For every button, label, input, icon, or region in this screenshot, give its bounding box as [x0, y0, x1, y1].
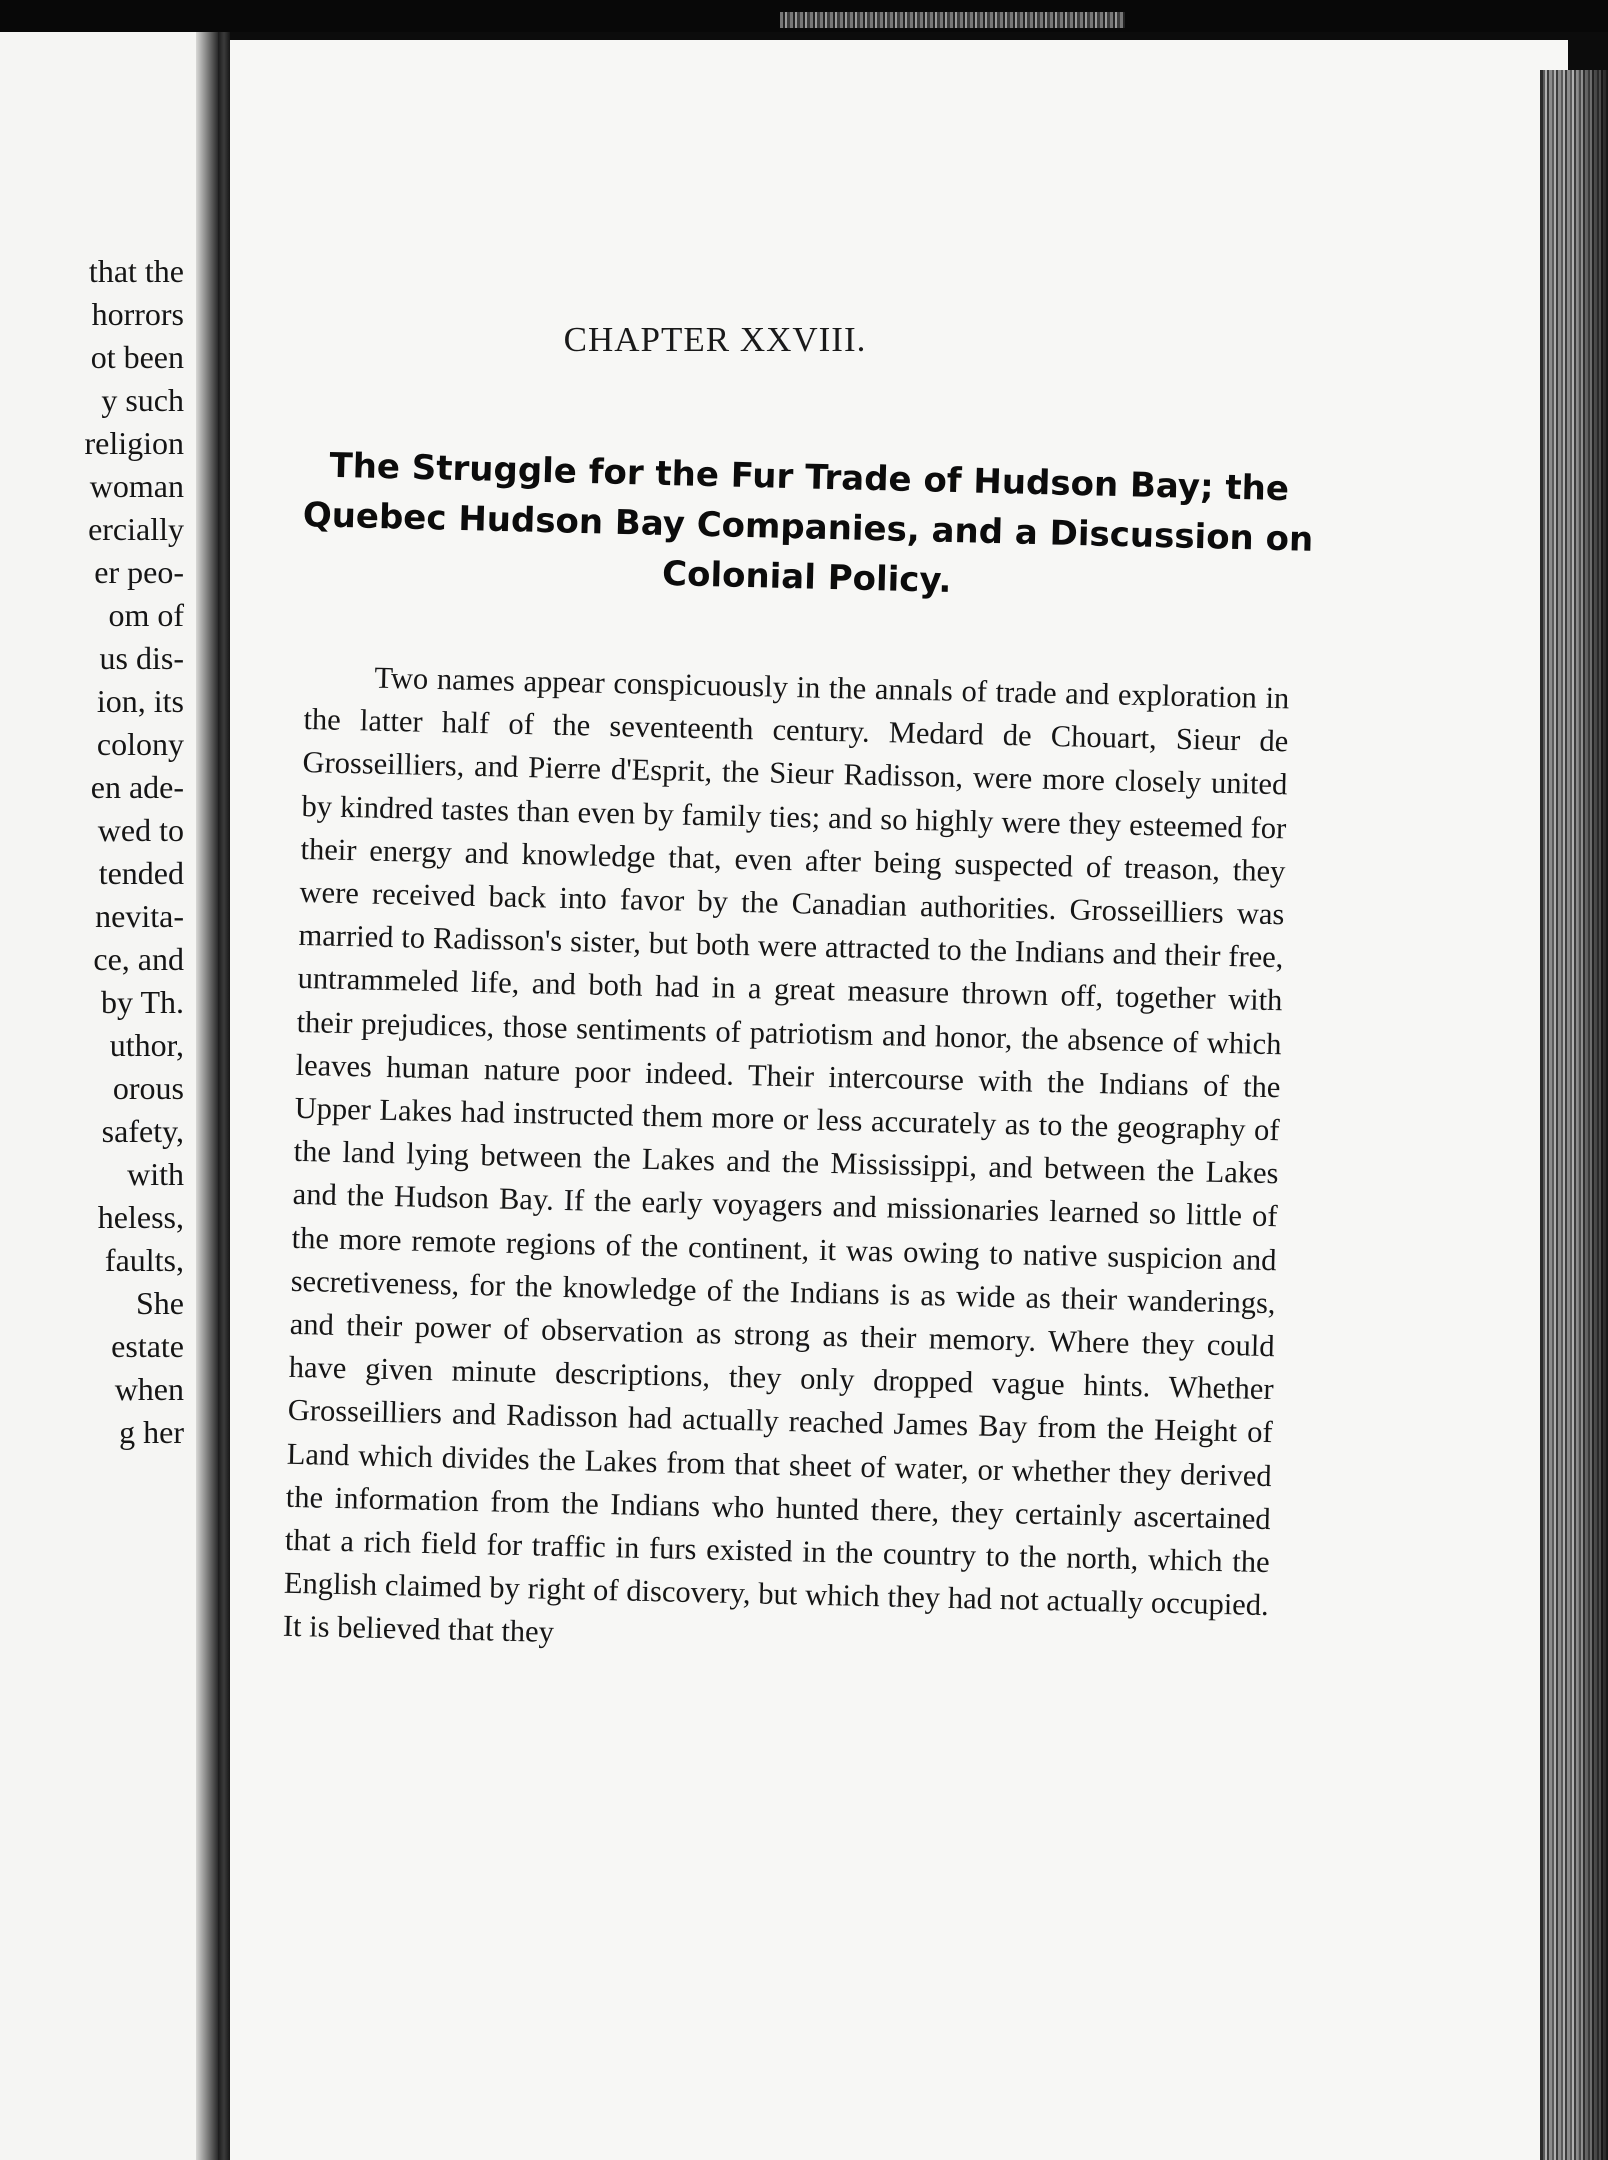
left-line: horrors — [91, 296, 184, 332]
left-page-gutter-shadow — [196, 32, 218, 2160]
left-page — [0, 32, 218, 2160]
left-line: wed to — [97, 812, 184, 848]
left-line: ce, and — [93, 941, 184, 977]
left-line: nevita- — [95, 898, 184, 934]
left-line: g her — [119, 1414, 184, 1450]
left-line: ercially — [88, 511, 184, 547]
top-edge-band — [0, 0, 1608, 32]
left-line: y such — [101, 382, 184, 418]
left-line: uthor, — [109, 1027, 184, 1063]
fore-edge-shadow — [1578, 70, 1608, 2160]
left-line: faults, — [104, 1242, 184, 1278]
book-spine-divider — [218, 32, 230, 2160]
left-line: ot been — [90, 339, 184, 375]
left-line: en ade- — [90, 769, 184, 805]
left-line: when — [114, 1371, 184, 1407]
left-line: She — [136, 1285, 184, 1321]
chapter-label: CHAPTER XXVIII. — [563, 320, 867, 359]
left-line: that the — [88, 253, 184, 289]
body-text — [282, 655, 1289, 1671]
left-line: heless, — [97, 1199, 184, 1235]
left-line: er peo- — [94, 554, 184, 590]
left-line: orous — [112, 1070, 184, 1106]
left-line: om of — [108, 597, 184, 633]
scanner-strip-mark — [780, 12, 1125, 28]
left-line: estate — [111, 1328, 184, 1364]
left-line: with — [127, 1156, 184, 1192]
chapter-title: The Struggle for the Fur Trade of Hudson Bay; the Quebec Hudson Bay Companies, and a Discussion on Colonial Policy. — [302, 445, 1314, 601]
left-line: colony — [96, 726, 184, 762]
left-line: safety, — [101, 1113, 184, 1149]
left-line: woman — [89, 468, 184, 504]
left-line: by Th. — [101, 984, 184, 1020]
left-line: religion — [84, 425, 184, 461]
left-page-text-fragments — [84, 250, 184, 1454]
left-line: us dis- — [99, 640, 184, 676]
body-paragraph: Two names appear conspicuously in the annals of trade and exploration in the latter half of the seventeenth century. Medard de Chouart, Sieur de Grosseilliers, and Pierre d'Esprit, the Sieur Radisson, were more closely united by kindred tastes than even by family ties; and so highly were they esteemed for their energy and knowledge that, even after being suspected of treason, they were received back into favor by the Canadian authorities. Grosseilliers was married to Radisson's sister, but both were attracted to the Indians and their free, untrammeled life, and both had in a great measure thrown off, together with their prejudices, those sentiments of patriotism and honor, the absence of which leaves human nature poor indeed. Their intercourse with the Indians of the Upper Lakes had instructed them more or less accurately as to the geography of the land lying between the Lakes and the Mississippi, and between the Lakes and the Hudson Bay. If the early voyagers and missionaries learned so little of the more remote regions of the continent, it was owing to native suspicion and secretiveness, for the knowledge of the Indians is as wide as their wanderings, and their power of observation as strong as their memory. Where they could have given minute descriptions, they only dropped vague hints. Whether Grosseilliers and Radisson had actually reached James Bay from the Height of Land which divides the Lakes from that sheet of water, or whether they derived the information from the Indians who hunted there, they certainly ascertained that a rich field for traffic in furs existed in the country to the north, which the English claimed by right of discovery, but which they had not actually occupied. It is believed that they — [282, 660, 1290, 1650]
left-line: tended — [98, 855, 184, 891]
left-line: ion, its — [96, 683, 184, 719]
